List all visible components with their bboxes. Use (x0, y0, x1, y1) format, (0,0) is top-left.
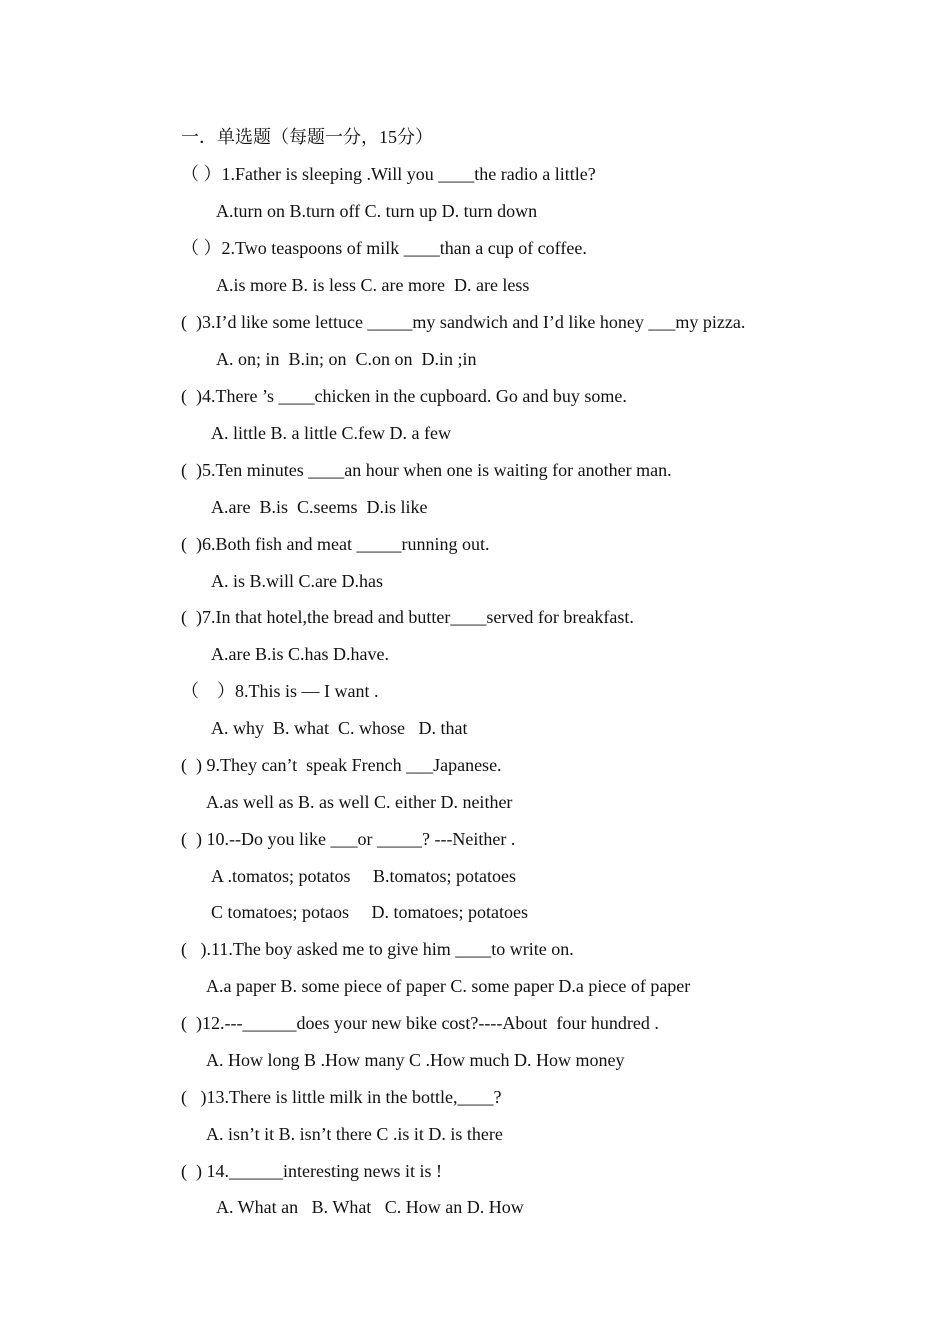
question-8-stem: （ ）8.This is — I want . (181, 681, 379, 701)
question-12-options: A. How long B .How many C .How much D. How money (206, 1050, 625, 1070)
question-3-options: A. on; in B.in; on C.on on D.in ;in (216, 349, 477, 369)
question-10-options-2: C tomatoes; potaos D. tomatoes; potatoes (211, 902, 528, 922)
question-2-options: A.is more B. is less C. are more D. are less (216, 275, 530, 295)
question-9-stem: ( ) 9.They can’t speak French ___Japanese. (181, 755, 502, 775)
question-1-options: A.turn on B.turn off C. turn up D. turn down (216, 201, 538, 221)
question-5-options: A.are B.is C.seems D.is like (211, 497, 428, 517)
question-12-stem: ( )12.---______does your new bike cost?----About four hundred . (181, 1013, 659, 1033)
question-4-options: A. little B. a little C.few D. a few (211, 423, 451, 443)
question-10-stem: ( ) 10.--Do you like ___or _____? ---Neither . (181, 829, 516, 849)
question-10-options: A .tomatos; potatos B.tomatos; potatoes (211, 866, 516, 886)
question-5-stem: ( )5.Ten minutes ____an hour when one is waiting for another man. (181, 460, 672, 480)
question-14-stem: ( ) 14.______interesting news it is ! (181, 1161, 442, 1181)
question-13-options: A. isn’t it B. isn’t there C .is it D. is there (206, 1124, 503, 1144)
question-11-stem: ( ).11.The boy asked me to give him ____to write on. (181, 939, 574, 959)
question-6-stem: ( )6.Both fish and meat _____running out. (181, 534, 490, 554)
question-3-stem: ( )3.I’d like some lettuce _____my sandwich and I’d like honey ___my pizza. (181, 312, 746, 332)
question-6-options: A. is B.will C.are D.has (211, 571, 383, 591)
question-2-stem: （ ）2.Two teaspoons of milk ____than a cup of coffee. (181, 238, 587, 258)
question-7-stem: ( )7.In that hotel,the bread and butter____served for breakfast. (181, 607, 634, 627)
question-7-options: A.are B.is C.has D.have. (211, 644, 389, 664)
question-13-stem: ( )13.There is little milk in the bottle,____? (181, 1087, 502, 1107)
question-11-options: A.a paper B. some piece of paper C. some paper D.a piece of paper (206, 976, 691, 996)
question-8-options: A. why B. what C. whose D. that (211, 718, 468, 738)
question-1-stem: （ ）1.Father is sleeping .Will you ____the radio a little? (181, 164, 596, 184)
question-14-options: A. What an B. What C. How an D. How (216, 1197, 524, 1217)
question-9-options: A.as well as B. as well C. either D. neither (206, 792, 513, 812)
section-title: 一．单选题（每题一分，15分） (181, 127, 433, 147)
question-4-stem: ( )4.There ’s ____chicken in the cupboard. Go and buy some. (181, 386, 627, 406)
